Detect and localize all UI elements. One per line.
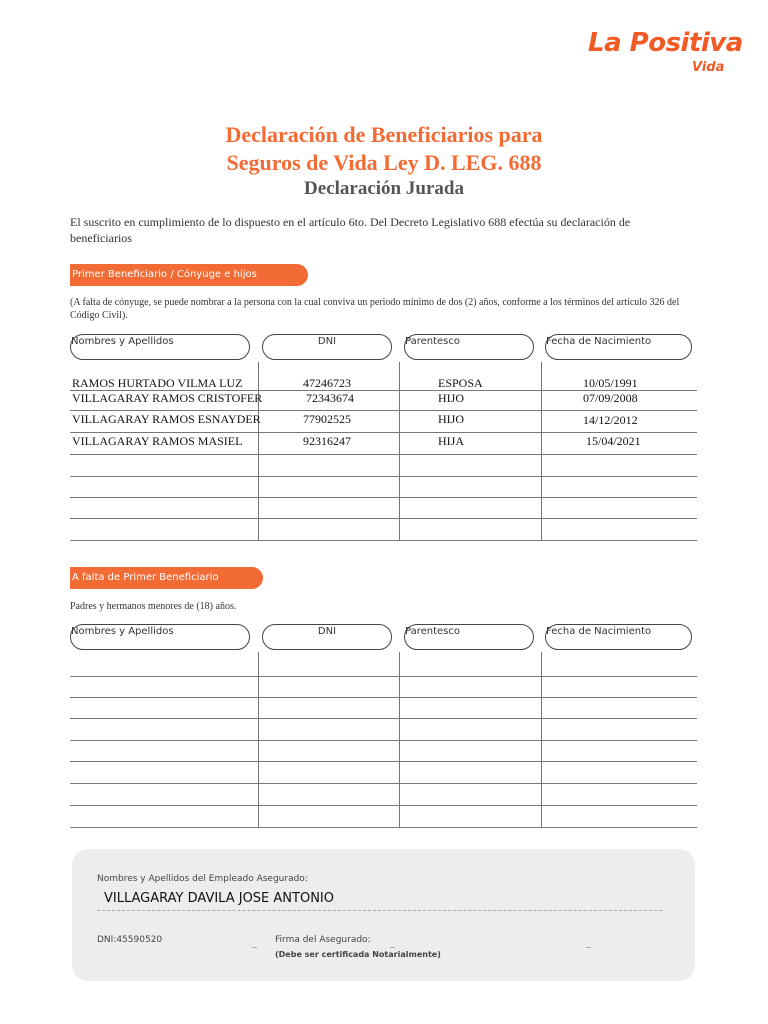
section1-header-parentesco: Parentesco: [404, 334, 534, 360]
cell-dni: 92316247: [303, 434, 351, 448]
section1-note: (A falta de cónyuge, se puede nombrar a la persona con la cual conviva un periodo mínimo de dos (2) años, conforme a los términos del artículo 326 del Código Civil).: [70, 297, 680, 321]
section2-header-parentesco: Parentesco: [404, 624, 534, 650]
cell-name: VILLAGARAY RAMOS CRISTOFER: [72, 391, 263, 405]
cell-dni: 47246723: [303, 376, 351, 390]
signature-note: (Debe ser certificada Notarialmente): [275, 950, 441, 959]
document-title-line2: Seguros de Vida Ley D. LEG. 688: [226, 150, 542, 175]
employee-name: VILLAGARAY DAVILA JOSE ANTONIO: [104, 891, 334, 906]
cell-parentesco: HIJO: [438, 391, 464, 405]
intro-text: El suscrito en cumplimiento de lo dispuesto en el artículo 6to. Del Decreto Legislativo 688 efectúa su declaración de beneficiarios: [70, 215, 631, 245]
section2-note: Padres y hermanos menores de (18) años.: [70, 601, 237, 612]
cell-fecha: 14/12/2012: [583, 413, 638, 427]
cell-name: VILLAGARAY RAMOS ESNAYDER: [72, 412, 261, 426]
cell-dni: 72343674: [306, 391, 354, 405]
cell-fecha: 07/09/2008: [583, 391, 638, 405]
cell-dni: 77902525: [303, 412, 351, 426]
section2-label: A falta de Primer Beneficiario: [70, 567, 263, 589]
document-subtitle: Declaración Jurada: [304, 178, 464, 199]
cell-fecha: 15/04/2021: [586, 434, 641, 448]
brand-logo-sub: Vida: [692, 60, 725, 75]
cell-parentesco: ESPOSA: [438, 376, 483, 390]
cell-parentesco: HIJA: [438, 434, 464, 448]
brand-logo: La Positiva: [588, 28, 743, 58]
cell-parentesco: HIJO: [438, 412, 464, 426]
section1-header-fecha: Fecha de Nacimiento: [545, 334, 692, 360]
cell-name: VILLAGARAY RAMOS MASIEL: [72, 434, 243, 448]
dni-field: DNI:45590520: [97, 935, 163, 945]
section2-header-dni: DNI: [262, 624, 392, 650]
section1-header-name: Nombres y Apellidos: [70, 334, 250, 360]
insured-employee-panel: [72, 849, 695, 981]
employee-label: Nombres y Apellidos del Empleado Asegurado:: [97, 874, 308, 884]
cell-name: RAMOS HURTADO VILMA LUZ: [72, 376, 243, 390]
cell-fecha: 10/05/1991: [583, 376, 638, 390]
section1-label: Primer Beneficiario / Cónyuge e hijos: [70, 264, 308, 286]
section2-header-name: Nombres y Apellidos: [70, 624, 250, 650]
document-title-line1: Declaración de Beneficiarios para: [225, 122, 543, 147]
signature-label: Firma del Asegurado:: [275, 935, 371, 945]
section1-header-dni: DNI: [262, 334, 392, 360]
employee-name-line: [97, 910, 662, 911]
section2-header-fecha: Fecha de Nacimiento: [545, 624, 692, 650]
